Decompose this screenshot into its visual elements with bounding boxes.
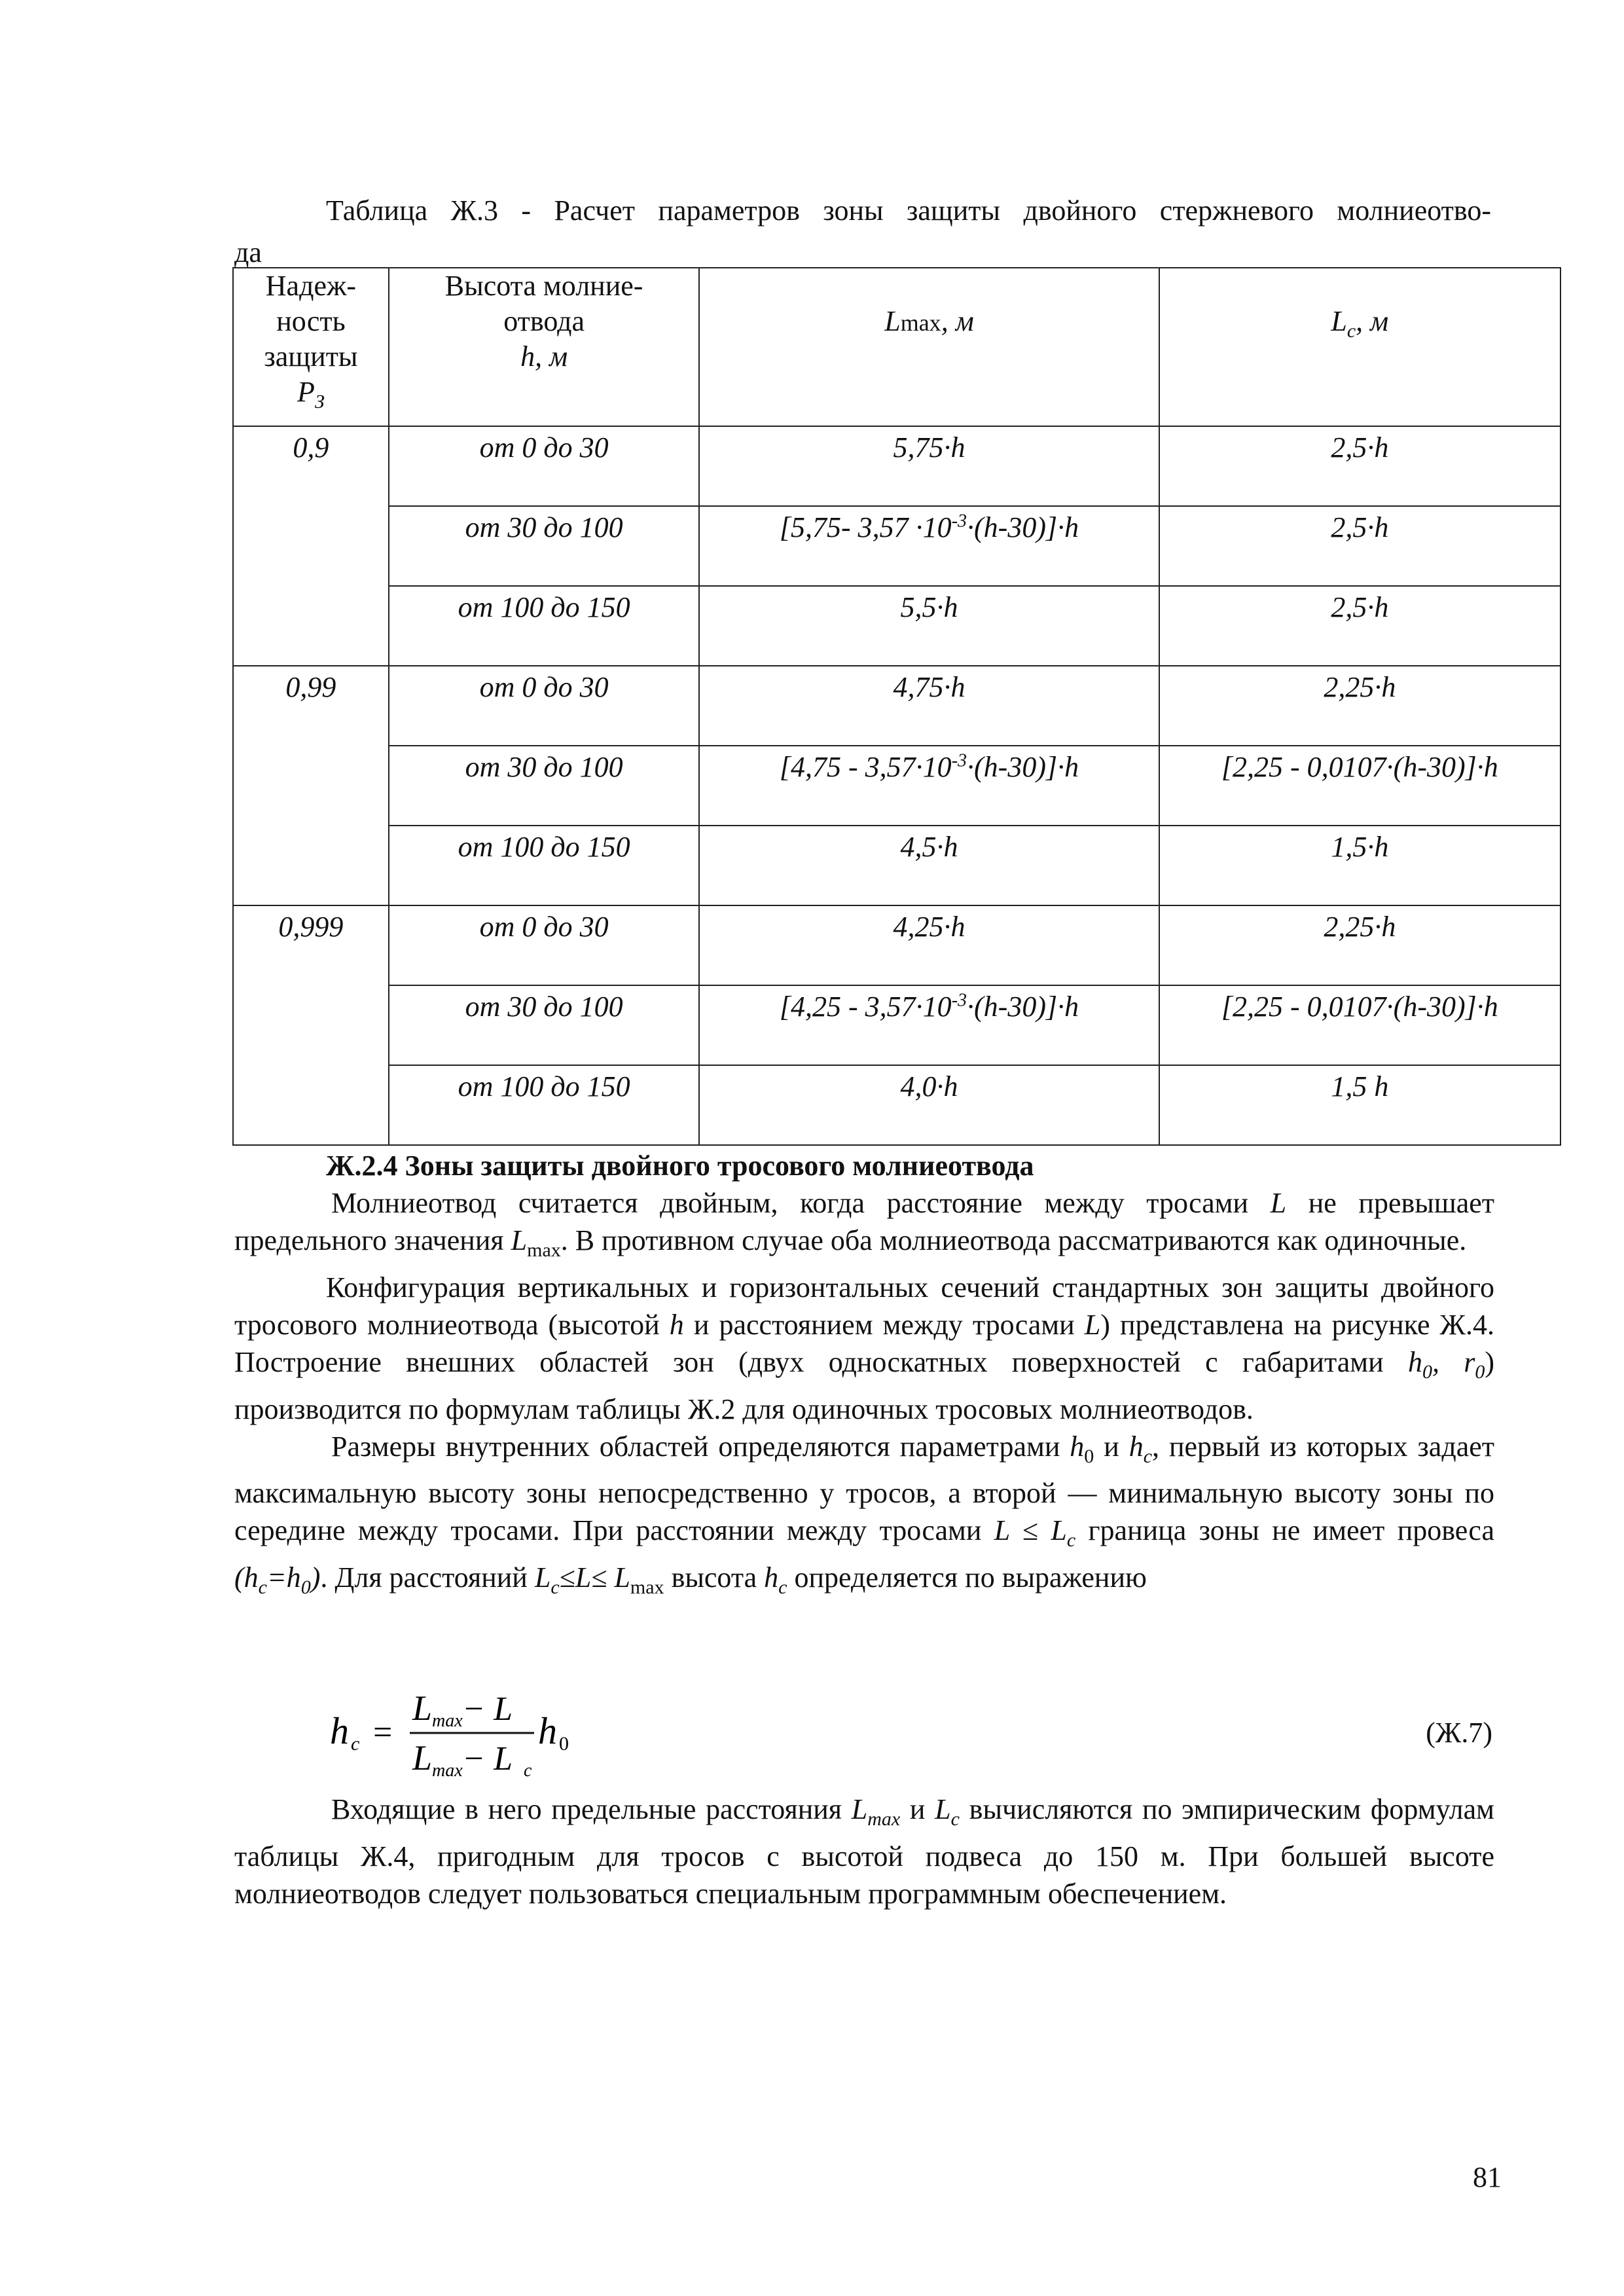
table-row <box>233 985 1561 1065</box>
lc-cell: 2,5·h <box>1159 586 1561 666</box>
table-row <box>233 826 1561 905</box>
header-lc-label: $L_c$, м <box>1331 305 1389 342</box>
header-height-line2: отвода <box>503 305 585 337</box>
header-reliability <box>233 268 389 426</box>
formula-num-rest: − L <box>462 1690 513 1728</box>
paragraph-1: Молниеотвод считается двойным, когда расстояние между тросами L не превышает предельного значения $L_{max}$. В противном случае оба молниеотвода рассматриваются как одиночные. <box>234 1187 1494 1261</box>
formula-den-rest: − L <box>462 1740 513 1777</box>
height-cell: от 100 до 150 <box>389 826 700 905</box>
lmax-cell: 5,75·h <box>699 426 1159 506</box>
lmax-cell: 5,5·h <box>699 586 1159 666</box>
header-height-line1: Высота молние- <box>444 270 643 302</box>
table-row <box>233 586 1561 666</box>
lc-cell: 1,5 h <box>1159 1065 1561 1145</box>
height-cell: от 0 до 30 <box>389 905 700 985</box>
formula-num-l: L <box>412 1688 433 1728</box>
header-lc <box>1159 268 1561 426</box>
lmax-cell: $[4,25 - 3,57\cdot 10^{-3}\cdot(h-30)]\cdot h$ <box>699 985 1159 1065</box>
header-reliability-symbol: $Р_З$ <box>297 376 325 412</box>
table-row <box>233 506 1561 586</box>
table-caption-line1: Таблица Ж.3 - Расчет параметров зоны защиты двойного стержневого молниеотво- <box>326 194 1491 227</box>
lmax-cell: 4,75·h <box>699 666 1159 746</box>
table-caption-line2: да <box>234 236 262 268</box>
paragraph-4: Входящие в него предельные расстояния $L_{max}$ и $L_c$ вычисляются по эмпирическим формулам таблицы Ж.4, пригодным для тросов с высотой подвеса до 150 м. При большей высоте молниеотводов следует пользоваться специальным программным обеспечением. <box>234 1793 1495 1910</box>
table-row <box>233 905 1561 985</box>
header-lmax-label: Lmax, м <box>884 305 974 337</box>
formula-zh7 <box>327 1686 1492 1784</box>
section-body-continued <box>234 1791 1494 1912</box>
lmax-cell: [5,75- $3,57 \cdot 10^{-3}\cdot(h-30)]\cdot h$ <box>699 506 1159 586</box>
protection-zone-table <box>232 267 1561 1146</box>
header-height-symbol: h, м <box>520 340 568 373</box>
table-header-row <box>233 268 1561 426</box>
table-row <box>233 746 1561 826</box>
paragraph-3: Размеры внутренних областей определяются параметрами $h_0$ и $h_c$, первый из которых задает максимальную высоту зоны непосредственно у тросов, а второй — минимальную высоту зоны по середине между тросами. При расстоянии между тросами $L \le L_c$ граница зоны не имеет провеса $(h_c=h_0)$. Для расстояний $L_c\le L\le L_{max}$ высота $h_c$ определяется по выражению <box>234 1430 1495 1598</box>
header-height <box>389 268 700 426</box>
table-row <box>233 666 1561 746</box>
formula-lhs: h <box>330 1709 349 1752</box>
height-cell: от 30 до 100 <box>389 746 700 826</box>
paragraph-2: Конфигурация вертикальных и горизонтальных сечений стандартных зон защиты двойного тросового молниеотвода (высотой h и расстоянием между тросами L) представлена на рисунке Ж.4. Построение внешних областей зон (двух односкатных поверхностей с габаритами $h_0$, $r_0$) производится по формулам таблицы Ж.2 для одиночных тросовых молниеотводов. <box>234 1271 1495 1425</box>
height-cell: от 30 до 100 <box>389 985 700 1065</box>
lmax-cell: 4,5·h <box>699 826 1159 905</box>
lc-cell: [2,25 - 0,0107·(h-30)]·h <box>1159 985 1561 1065</box>
height-cell: от 30 до 100 <box>389 506 700 586</box>
lc-cell: 2,25·h <box>1159 905 1561 985</box>
formula-equals: = <box>373 1714 393 1751</box>
height-cell: от 0 до 30 <box>389 426 700 506</box>
page-number: 81 <box>1473 2161 1502 2193</box>
formula-num-sub: max <box>432 1711 463 1731</box>
lmax-cell: 4,0·h <box>699 1065 1159 1145</box>
table-caption <box>234 190 1491 274</box>
header-lmax <box>699 268 1159 426</box>
formula-number: (Ж.7) <box>1426 1717 1492 1749</box>
formula-rhs-sub: 0 <box>559 1733 569 1755</box>
section-body <box>234 1147 1494 1606</box>
header-reliability-line2: ность <box>276 305 346 337</box>
lmax-cell: 4,25·h <box>699 905 1159 985</box>
height-cell: от 100 до 150 <box>389 1065 700 1145</box>
table-row <box>233 1065 1561 1145</box>
lc-cell: 1,5·h <box>1159 826 1561 905</box>
lmax-cell: $[4,75 - 3,57\cdot 10^{-3}\cdot(h-30)]\cdot h$ <box>699 746 1159 826</box>
reliability-cell: 0,999 <box>233 905 389 1145</box>
height-cell: от 100 до 150 <box>389 586 700 666</box>
lc-cell: 2,5·h <box>1159 506 1561 586</box>
lc-cell: [2,25 - 0,0107·(h-30)]·h <box>1159 746 1561 826</box>
header-reliability-line3: защиты <box>264 340 358 373</box>
formula-rhs: h <box>538 1709 557 1752</box>
table-row <box>233 426 1561 506</box>
lc-cell: 2,5·h <box>1159 426 1561 506</box>
section-title: Ж.2.4 Зоны защиты двойного тросового молниеотвода <box>326 1150 1034 1182</box>
formula-lhs-sub: c <box>351 1733 360 1755</box>
formula-den-l: L <box>412 1738 433 1777</box>
reliability-cell: 0,9 <box>233 426 389 666</box>
height-cell: от 0 до 30 <box>389 666 700 746</box>
header-reliability-line1: Надеж- <box>265 270 357 302</box>
reliability-cell: 0,99 <box>233 666 389 905</box>
lc-cell: 2,25·h <box>1159 666 1561 746</box>
formula-expression <box>327 1686 602 1784</box>
formula-den-sub1: max <box>432 1760 463 1781</box>
formula-den-sub2: c <box>524 1760 532 1781</box>
